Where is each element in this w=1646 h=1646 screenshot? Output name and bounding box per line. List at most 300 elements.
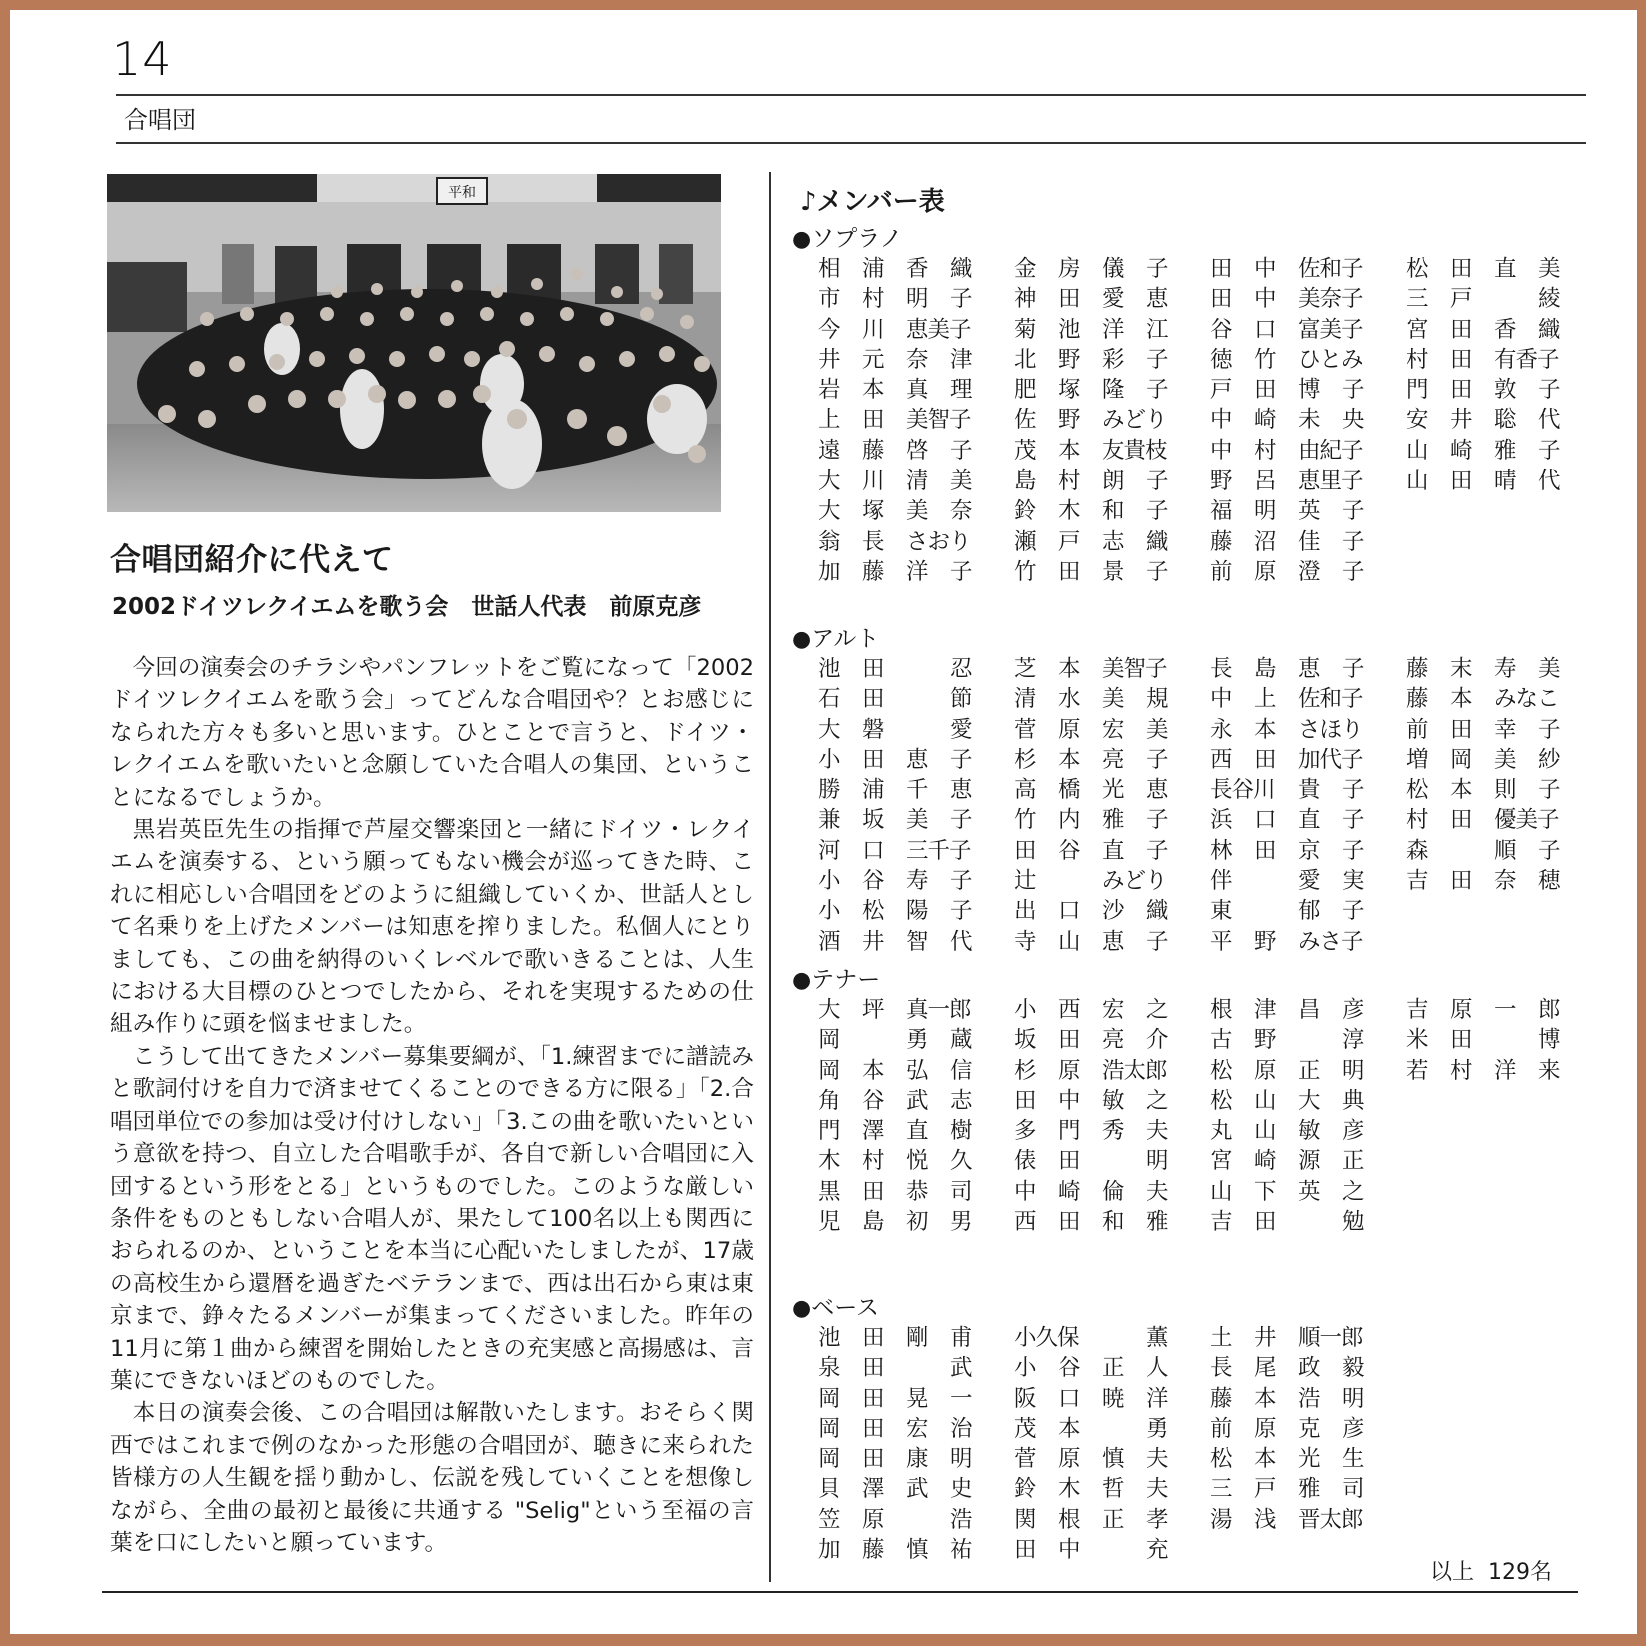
name-part: 加代子	[1298, 746, 1363, 773]
name-part: 寿	[1494, 656, 1517, 682]
member-name	[818, 1353, 1014, 1383]
name-part: 直	[1102, 837, 1125, 864]
member-name	[1406, 866, 1602, 896]
name-part: 湯	[1210, 1506, 1233, 1533]
name-part: 西	[1014, 1209, 1037, 1236]
name-grid	[818, 1323, 1602, 1565]
name-part: 田	[1450, 377, 1473, 404]
empty-cell	[1406, 896, 1602, 926]
name-part: 藤	[1406, 686, 1429, 713]
name-part: 島	[1254, 656, 1277, 682]
name-part: 田	[862, 1325, 885, 1351]
name-part: 神	[1014, 286, 1037, 313]
name-part: 菊	[1014, 316, 1037, 343]
member-name	[1014, 1086, 1210, 1116]
name-part: 林	[1210, 837, 1233, 864]
name-part: 中	[1210, 686, 1233, 713]
member-name	[1014, 375, 1210, 405]
part-tenor	[794, 965, 1602, 1237]
name-part	[906, 1505, 950, 1535]
name-part: 幸	[1494, 716, 1517, 743]
member-name	[818, 745, 1014, 775]
name-part: 原	[1058, 1446, 1081, 1473]
name-part: 村	[862, 286, 885, 313]
part-heading	[792, 965, 1602, 995]
name-part: 門	[818, 1118, 841, 1145]
member-name	[1014, 836, 1210, 866]
name-part: 大	[818, 468, 841, 495]
name-part: 敏	[1298, 1118, 1321, 1145]
member-name	[818, 315, 1014, 345]
empty-cell	[1406, 1323, 1602, 1353]
member-name	[1014, 805, 1210, 835]
name-part: 英	[1298, 498, 1321, 525]
name-part: 前	[1210, 558, 1233, 585]
member-name	[1210, 527, 1406, 557]
name-part: 石	[818, 686, 841, 713]
name-part: 志	[1102, 528, 1125, 555]
name-part: 田	[1014, 1537, 1037, 1564]
name-part: 和	[1102, 498, 1125, 525]
name-part: 夫	[1146, 1476, 1169, 1503]
name-part: 河	[818, 837, 841, 864]
name-part: 末	[1450, 656, 1473, 682]
name-part: 大	[818, 716, 841, 743]
name-part: 東	[1210, 898, 1233, 925]
name-part: 井	[1254, 1325, 1277, 1351]
name-part: 夫	[1146, 1178, 1169, 1205]
name-part: 子	[1538, 716, 1561, 743]
name-part: 正	[1102, 1506, 1125, 1533]
member-name	[1014, 557, 1210, 587]
name-part: 小	[818, 868, 841, 895]
name-part: 貝	[818, 1476, 841, 1503]
name-part: 田	[1254, 1209, 1277, 1236]
name-part: 三	[1210, 1476, 1233, 1503]
name-part: 田	[1210, 286, 1233, 313]
name-part: 香	[1494, 316, 1517, 343]
name-part: 口	[1058, 898, 1081, 925]
name-part: 秀	[1102, 1118, 1125, 1145]
name-part: 子	[1342, 837, 1365, 864]
name-part: 原	[1058, 1057, 1081, 1084]
member-name	[1014, 345, 1210, 375]
member-total-count: 129名	[1488, 1560, 1553, 1585]
name-part: 戸	[1450, 286, 1473, 313]
name-part: 浅	[1254, 1506, 1277, 1533]
name-part: 郎	[1538, 997, 1561, 1023]
name-part: 子	[1146, 928, 1169, 955]
name-part: 勉	[1342, 1209, 1365, 1236]
name-part: 角	[818, 1087, 841, 1114]
name-part: 勇	[906, 1027, 929, 1054]
name-part: 洋	[906, 558, 929, 585]
name-part: 源	[1298, 1148, 1321, 1175]
name-part: 美	[1494, 746, 1517, 773]
name-part: 津	[1254, 997, 1277, 1023]
name-part: 島	[862, 1209, 885, 1236]
name-part: 奈	[1494, 868, 1517, 895]
name-part: 浦	[862, 777, 885, 804]
name-part: 戸	[1058, 528, 1081, 555]
name-part: 江	[1146, 316, 1169, 343]
name-part: 子	[1538, 377, 1561, 404]
name-part: 紗	[1538, 746, 1561, 773]
member-name	[1014, 527, 1210, 557]
member-name	[818, 557, 1014, 587]
name-part	[906, 684, 950, 714]
name-part: 内	[1058, 807, 1081, 834]
name-part: 谷	[1058, 837, 1081, 864]
name-part: 前	[1406, 716, 1429, 743]
name-part: 有香子	[1494, 346, 1559, 373]
name-part: 子	[950, 746, 973, 773]
members-title: ♪メンバー表	[800, 187, 945, 217]
member-name	[1014, 1177, 1210, 1207]
name-part: 子	[1146, 746, 1169, 773]
name-part: 洋	[1102, 316, 1125, 343]
name-part: 谷	[1210, 316, 1233, 343]
name-part: 子	[1146, 558, 1169, 585]
name-part: 出	[1014, 898, 1037, 925]
name-part	[906, 654, 950, 684]
name-part: 貴	[1298, 777, 1321, 804]
member-name	[1014, 1444, 1210, 1474]
member-name	[818, 1535, 1014, 1565]
name-part: 崎	[1254, 407, 1277, 434]
member-name	[1210, 896, 1406, 926]
name-part: 則	[1494, 777, 1517, 804]
member-name	[1210, 1323, 1406, 1353]
member-name	[1210, 995, 1406, 1025]
name-part: 司	[1342, 1476, 1365, 1503]
name-part: 吉	[1406, 997, 1429, 1023]
name-part	[1450, 836, 1494, 866]
name-grid	[818, 254, 1602, 587]
name-part: 陽	[906, 898, 929, 925]
name-part: 景	[1102, 558, 1125, 585]
name-part: 本	[1058, 656, 1081, 682]
name-part: 田	[862, 1446, 885, 1473]
member-name	[818, 1474, 1014, 1504]
name-part: 浩	[950, 1506, 973, 1533]
name-part: 兼	[818, 807, 841, 834]
member-name	[1210, 1086, 1406, 1116]
name-part: 美	[1538, 256, 1561, 282]
member-name	[818, 1056, 1014, 1086]
name-part: 田	[1450, 316, 1473, 343]
member-name	[1014, 715, 1210, 745]
name-part: 夫	[1146, 1118, 1169, 1145]
name-part: 洋	[1146, 1385, 1169, 1412]
name-part: 代	[950, 928, 973, 955]
name-part: 恵	[1146, 286, 1169, 313]
name-part: 政	[1298, 1355, 1321, 1382]
member-name	[818, 466, 1014, 496]
name-part: 中	[1058, 1537, 1081, 1564]
name-part: 中	[1210, 437, 1233, 464]
name-part: 岡	[1450, 746, 1473, 773]
empty-cell	[1406, 1474, 1602, 1504]
part-heading-label: テナー	[811, 967, 881, 993]
name-part	[1058, 866, 1102, 896]
name-part: 子	[1538, 777, 1561, 804]
member-name	[1406, 466, 1602, 496]
name-part: 田	[862, 1385, 885, 1412]
name-part: 美	[906, 498, 929, 525]
member-name	[1014, 927, 1210, 957]
article-paragraph: 本日の演奏会後、この合唱団は解散いたします。おそらく関西ではこれまで例のなかった形態の合唱団が、聴きに来られた皆様方の人生観を揺り動かし、伝説を残していくことを想像しながら、全曲の最初と最後に共通する "Selig"という至福の言葉を口にしたいと願っています。	[110, 1400, 754, 1556]
name-part: 塚	[1058, 377, 1081, 404]
empty-cell	[1406, 1207, 1602, 1237]
name-part: 本	[1058, 437, 1081, 464]
member-name	[818, 684, 1014, 714]
name-part: 田	[862, 686, 885, 713]
part-heading	[792, 624, 1602, 654]
member-name	[818, 1414, 1014, 1444]
name-part: 正	[1342, 1148, 1365, 1175]
page-number: 14	[112, 32, 173, 86]
part-heading-label: アルト	[811, 626, 880, 652]
name-part: 本	[1450, 686, 1473, 713]
member-name	[1406, 1056, 1602, 1086]
member-name	[1210, 684, 1406, 714]
member-name	[1210, 1177, 1406, 1207]
name-part: 明	[950, 1446, 973, 1473]
name-part: 茂	[1014, 1415, 1037, 1442]
name-part: 直	[1494, 256, 1517, 282]
member-name	[1014, 284, 1210, 314]
bullet-icon: ●	[792, 1296, 812, 1321]
member-name	[1210, 375, 1406, 405]
empty-cell	[1406, 1444, 1602, 1474]
name-part: 本	[1058, 1415, 1081, 1442]
name-part: 佐和子	[1298, 256, 1363, 282]
footer-rule	[102, 1591, 1578, 1593]
name-part: 子	[950, 868, 973, 895]
name-part: 小	[1014, 997, 1037, 1023]
name-part: 子	[1538, 437, 1561, 464]
member-name	[818, 1207, 1014, 1237]
name-part: 織	[1146, 528, 1169, 555]
name-part: 肥	[1014, 377, 1037, 404]
name-part: 由紀子	[1298, 437, 1363, 464]
name-part: 本	[1254, 1385, 1277, 1412]
name-part: 明	[1342, 1385, 1365, 1412]
member-name	[818, 866, 1014, 896]
name-part: 藤	[1210, 1385, 1233, 1412]
name-part: 彦	[1342, 1118, 1365, 1145]
name-part: 田	[862, 656, 885, 682]
member-name	[818, 1323, 1014, 1353]
name-part: 雅	[1102, 807, 1125, 834]
name-part: 田	[1014, 837, 1037, 864]
name-part: 寿	[906, 868, 929, 895]
member-name	[818, 284, 1014, 314]
name-part: 多	[1014, 1118, 1037, 1145]
name-part: 代	[1538, 407, 1561, 434]
name-part: 武	[950, 1355, 973, 1382]
name-part: 泉	[818, 1355, 841, 1382]
name-part: 来	[1538, 1057, 1561, 1084]
name-part: 充	[1146, 1537, 1169, 1564]
name-part: 鈴	[1014, 498, 1037, 525]
name-part: 高	[1014, 777, 1037, 804]
name-part: 松	[1210, 1446, 1233, 1473]
name-part: 佐	[1014, 407, 1037, 434]
member-name	[1210, 1056, 1406, 1086]
name-part: 博	[1298, 377, 1321, 404]
member-name	[1014, 995, 1210, 1025]
member-name	[818, 345, 1014, 375]
name-part: 磐	[862, 716, 885, 743]
name-part: 忍	[950, 656, 973, 682]
member-name	[818, 836, 1014, 866]
member-name	[1406, 654, 1602, 684]
member-total-label: 以上	[1430, 1560, 1475, 1585]
name-part: 孝	[1146, 1506, 1169, 1533]
part-heading	[792, 1293, 1602, 1323]
name-part: 哲	[1102, 1476, 1125, 1503]
part-heading-label: ベース	[811, 1295, 880, 1321]
name-part: 美	[950, 468, 973, 495]
name-part	[1298, 1025, 1342, 1055]
name-part: 木	[818, 1148, 841, 1175]
member-name	[1210, 866, 1406, 896]
name-part: 香	[906, 256, 929, 282]
member-name	[1210, 745, 1406, 775]
name-part: 加	[818, 558, 841, 585]
name-part: 敦	[1494, 377, 1517, 404]
name-part: 崎	[1450, 437, 1473, 464]
name-part: 菅	[1014, 716, 1037, 743]
name-part: 恵	[1102, 928, 1125, 955]
name-part: 中	[1210, 407, 1233, 434]
member-name	[1406, 375, 1602, 405]
name-part	[1494, 284, 1538, 314]
name-part: 今	[818, 316, 841, 343]
name-part: 清	[906, 468, 929, 495]
name-part: 夫	[1146, 1446, 1169, 1473]
name-part: 穂	[1538, 868, 1561, 895]
member-name	[1014, 1116, 1210, 1146]
article-subtitle: 2002ドイツレクイエムを歌う会 世話人代表 前原克彦	[112, 594, 702, 620]
empty-cell	[1406, 1086, 1602, 1116]
name-part: 菅	[1014, 1446, 1037, 1473]
name-part: 尾	[1254, 1355, 1277, 1382]
name-part: 恵	[1298, 656, 1321, 682]
name-part: 本	[1450, 777, 1473, 804]
name-part: 野	[1058, 346, 1081, 373]
name-part: 戸	[1210, 377, 1233, 404]
name-part: 金	[1014, 256, 1037, 282]
article-paragraph: こうして出てきたメンバー募集要綱が、「1.練習までに譜読みと歌詞付けを自力で済ませてくることのできる方に限る」「2.合唱団単位での参加は受け付けしない」「3.この曲を歌いたいという意欲を持つ、自立した合唱歌手が、各自で新しい合唱団に入団するという形をとる」というものでした。このような厳しい条件をものともしない合唱人が、果たして100名以上も関西におられるのか、ということを本当に心配いたしましたが、17歳の高校生から還暦を過ぎたベテランまで、西は出石から東は東京まで、錚々たるメンバーが集まってくださいました。昨年の11月に第１曲から練習を開始したときの充実感と高揚感は、言葉にできないほどのものでした。	[110, 1043, 754, 1394]
name-part: 克	[1298, 1415, 1321, 1442]
name-part: 人	[1146, 1355, 1169, 1382]
name-part: 村	[862, 1148, 885, 1175]
name-part: 富美子	[1298, 316, 1363, 343]
name-part: 子	[1146, 377, 1169, 404]
name-part: 田	[862, 746, 885, 773]
name-part: 奈	[906, 346, 929, 373]
name-part: 伴	[1210, 868, 1233, 895]
member-name	[1210, 557, 1406, 587]
member-name	[1210, 405, 1406, 435]
name-part: 橋	[1058, 777, 1081, 804]
name-part: 遠	[818, 437, 841, 464]
member-name	[1014, 1025, 1210, 1055]
name-part: 野	[1254, 928, 1277, 955]
member-name	[1014, 466, 1210, 496]
name-part: 亮	[1102, 1027, 1125, 1054]
name-part: 田	[1210, 256, 1233, 282]
name-part: 谷	[862, 1087, 885, 1114]
name-part: 藤	[1210, 528, 1233, 555]
name-part: 愛	[1298, 868, 1321, 895]
name-part: 織	[1538, 316, 1561, 343]
name-part: 啓	[906, 437, 929, 464]
name-part: 森	[1406, 837, 1429, 864]
name-part: 児	[818, 1209, 841, 1236]
name-part: 子	[1342, 528, 1365, 555]
name-part: 佳	[1298, 528, 1321, 555]
name-part: 司	[950, 1178, 973, 1205]
member-name	[1210, 1025, 1406, 1055]
name-part: 池	[818, 656, 841, 682]
name-part	[1102, 1535, 1146, 1565]
name-part: 彦	[1342, 1415, 1365, 1442]
member-name	[1014, 654, 1210, 684]
member-name	[1014, 896, 1210, 926]
member-name	[1014, 315, 1210, 345]
name-part: 大	[818, 997, 841, 1023]
name-part: 勝	[818, 777, 841, 804]
name-part: 坂	[1014, 1027, 1037, 1054]
name-part: 若	[1406, 1057, 1429, 1084]
name-part: 木	[1058, 498, 1081, 525]
name-part: 野	[1210, 468, 1233, 495]
name-part: 松	[1406, 256, 1429, 282]
member-name	[1014, 1056, 1210, 1086]
empty-cell	[1406, 1505, 1602, 1535]
member-name	[1210, 284, 1406, 314]
name-part: 彦	[1342, 997, 1365, 1023]
name-grid	[818, 654, 1602, 957]
name-part: 美	[1146, 716, 1169, 743]
name-part: 薫	[1146, 1325, 1169, 1351]
member-name	[1014, 1384, 1210, 1414]
name-part: 代	[1538, 468, 1561, 495]
name-part: 田	[1450, 807, 1473, 834]
name-part	[1102, 1414, 1146, 1444]
member-name	[1014, 775, 1210, 805]
name-part: 元	[862, 346, 885, 373]
name-part: 子	[950, 437, 973, 464]
name-part: みなこ	[1494, 686, 1559, 713]
name-part: 岡	[818, 1415, 841, 1442]
name-part: 慎	[1102, 1446, 1125, 1473]
member-name	[1014, 405, 1210, 435]
member-name	[1406, 315, 1602, 345]
name-part: 之	[1342, 1178, 1365, 1205]
name-part: 田	[1058, 558, 1081, 585]
name-part	[1494, 1025, 1538, 1055]
name-part: 大	[818, 498, 841, 525]
member-name	[1210, 1505, 1406, 1535]
member-name	[1406, 836, 1602, 866]
article-body	[110, 652, 754, 1559]
name-part: 織	[1146, 898, 1169, 925]
